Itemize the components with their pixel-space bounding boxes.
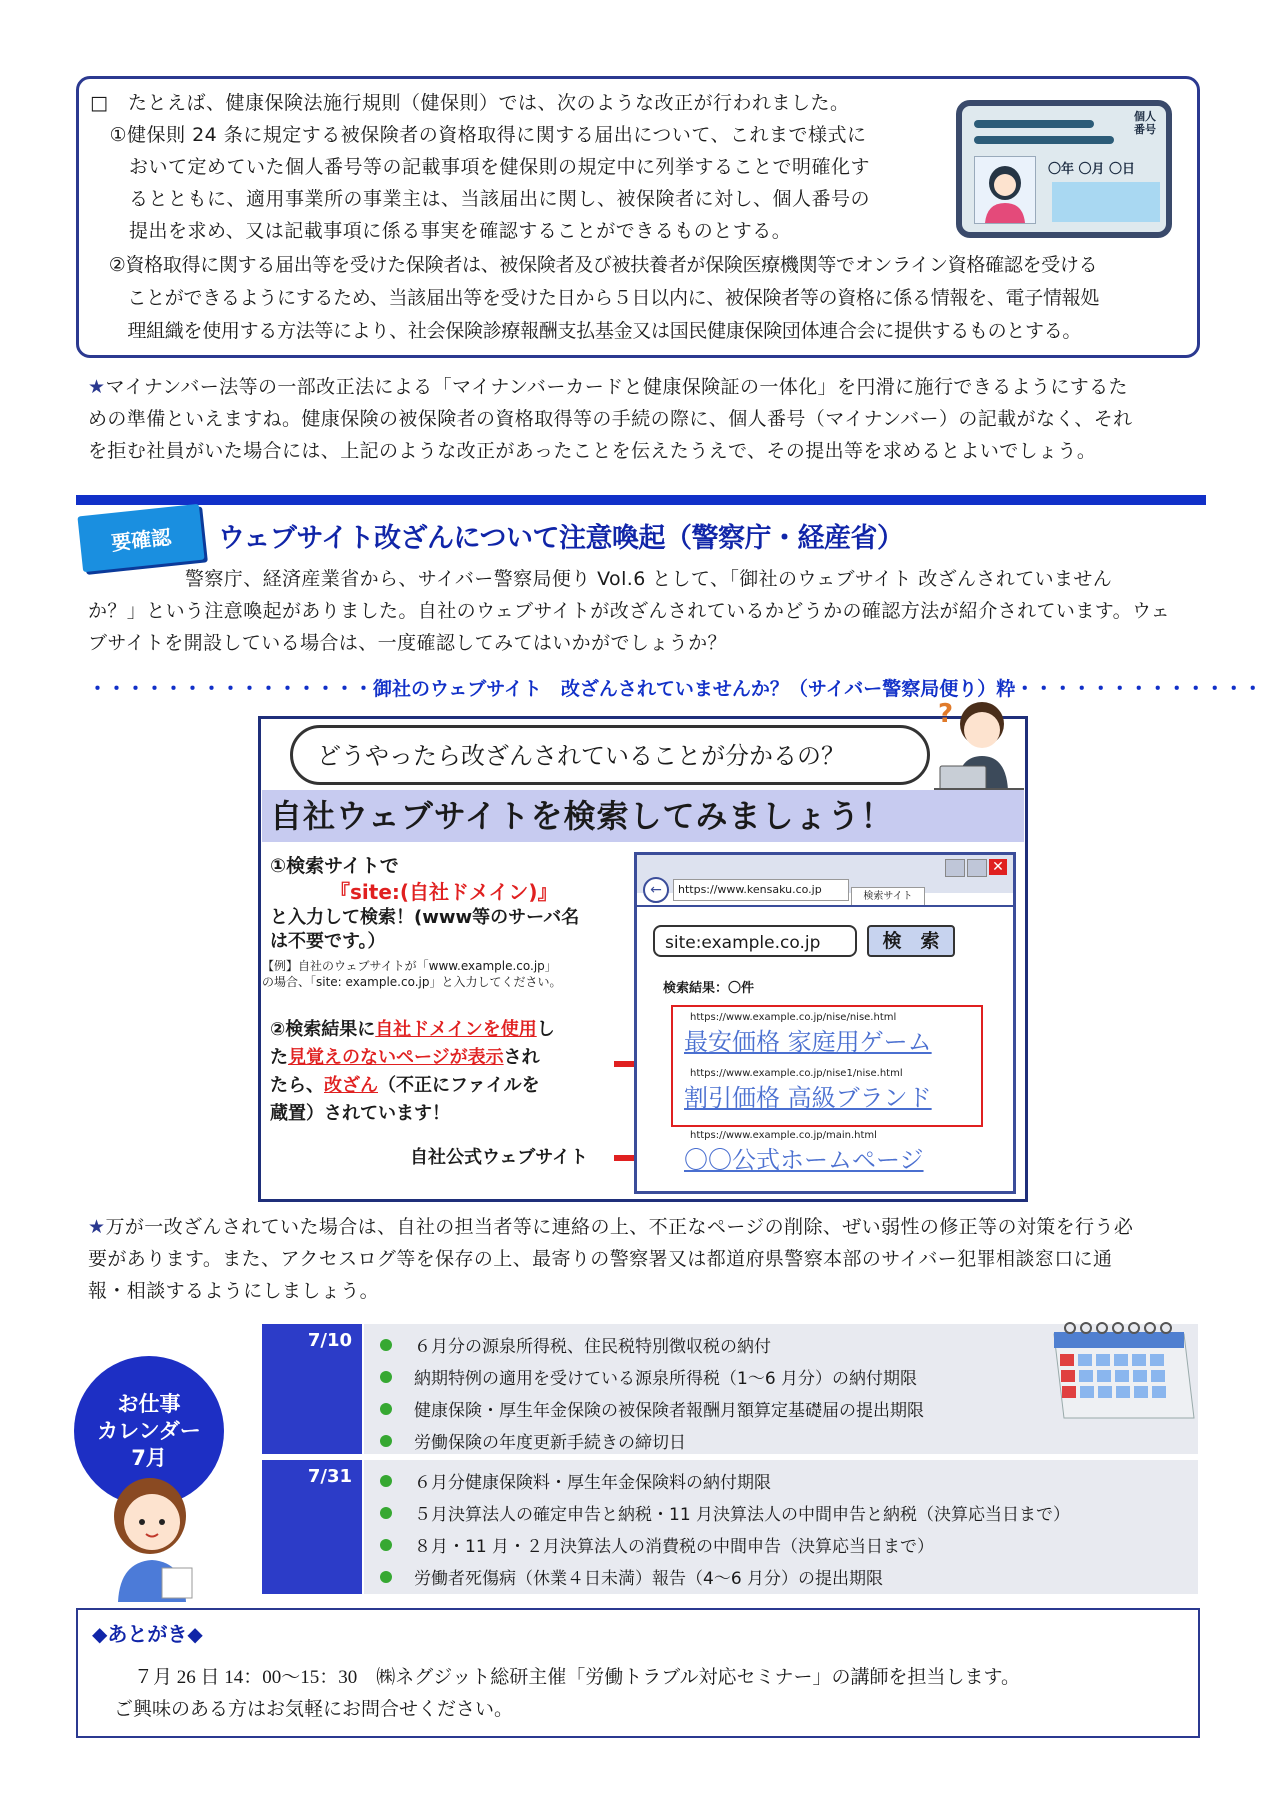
step2-text: し [536, 1019, 555, 1040]
calendar-item: 納期特例の適用を受けている源泉所得税（1～6 月分）の納付期限 [380, 1364, 917, 1389]
calendar-item: 労働保険の年度更新手続きの締切日 [380, 1428, 686, 1453]
bullet-icon [380, 1435, 392, 1447]
office-worker-illustration [104, 1476, 204, 1602]
step2-highlight: 改ざん [324, 1075, 378, 1096]
result-count: 検索結果：〇件 [663, 981, 755, 996]
amendment-line: □ たとえば、健康保険法施行規則（健保則）では、次のような改正が行われました。 [90, 92, 850, 114]
amendment-line: おいて定めていた個人番号等の記載事項を健保則の規定中に列挙することで明確化す [90, 156, 871, 178]
amendment-line: ①健保則 24 条に規定する被保険者の資格取得に関する届出について、これまで様式に [90, 124, 867, 146]
result-url: https://www.example.co.jp/main.html [690, 1130, 877, 1141]
step1-text: と入力して検索！(www等のサーバ名 [270, 907, 580, 928]
window-controls [945, 859, 1007, 877]
search-button[interactable]: 検 索 [867, 925, 955, 957]
bullet-icon [380, 1339, 392, 1351]
bullet-icon [380, 1539, 392, 1551]
calendar-date: 7/10 [262, 1324, 362, 1454]
step1-query: 『site:(自社ドメイン)』 [330, 880, 558, 904]
official-site-label: 自社公式ウェブサイト [410, 1147, 589, 1168]
calendar-item: 労働者死傷病（休業４日未満）報告（4～6 月分）の提出期限 [380, 1564, 883, 1589]
afterword-box [76, 1608, 1200, 1738]
worried-man-illustration [930, 694, 1026, 794]
badge-line: 7月 [131, 1445, 167, 1470]
section-divider [76, 495, 1206, 505]
question-bubble: どうやったら改ざんされていることが分かるの？ [290, 725, 930, 785]
step2-text: たら、 [270, 1075, 324, 1096]
step2-text: （不正にファイルを [378, 1075, 540, 1096]
bullet-icon [380, 1371, 392, 1383]
step1-heading: ①検索サイトで [270, 855, 399, 877]
afterword-title: ◆あとがき◆ [92, 1622, 203, 1646]
intro-line: か？」という注意喚起がありました。自社のウェブサイトが改ざんされているかどうかの確認方法が紹介されています。ウェ [88, 600, 1171, 622]
illustration-banner: 自社ウェブサイトを検索してみましょう！ [262, 790, 1024, 842]
note-paragraph-line: ★マイナンバー法等の一部改正法による「マイナンバーカードと健康保険証の一体化」を円滑に施行できるようにするた [88, 376, 1128, 398]
section-title: ウェブサイト改ざんについて注意喚起（警察庁・経産省） [218, 523, 904, 554]
search-result-link[interactable]: 割引価格 高級ブランド [684, 1084, 932, 1112]
card-label-top: 個人 [1134, 110, 1156, 123]
note-paragraph-line: を拒む社員がいた場合には、上記のような改正があったことを伝えたうえで、その提出等を求めるとよいでしょう。 [88, 440, 1097, 462]
amendment-line: ②資格取得に関する届出等を受けた保険者は、被保険者及び被扶養者が保険医療機関等でオンライン資格確認を受ける [90, 254, 1098, 276]
step2-text: 蔵置）されています！ [270, 1103, 450, 1124]
star-icon: ★ [88, 1216, 106, 1238]
intro-line: 警察庁、経済産業省から、サイバー警察局便り Vol.6 として、「御社のウェブサイト 改ざんされていません [88, 568, 1113, 590]
step2-text: た [270, 1047, 288, 1068]
afterword-text: ご興味のある方はお気軽にお問合せください。 [114, 1699, 514, 1720]
amendment-line: 理組織を使用する方法等により、社会保険診療報酬支払基金又は国民健康保険団体連合会に提供するものとする。 [90, 320, 1082, 342]
card-label-bottom: 番号 [1134, 123, 1156, 136]
badge-line: お仕事 [117, 1391, 181, 1416]
note-paragraph-line: 要があります。また、アクセスログ等を保存の上、最寄りの警察署又は都道府県警察本部のサイバー犯罪相談窓口に通 [88, 1248, 1113, 1270]
close-icon[interactable]: ✕ [989, 859, 1007, 875]
result-url: https://www.example.co.jp/nise1/nise.html [690, 1068, 903, 1079]
card-date: 〇年 〇月 〇日 [1048, 162, 1136, 177]
bullet-icon [380, 1403, 392, 1415]
intro-line: ブサイトを開設している場合は、一度確認してみてはいかがでしょうか？ [88, 632, 727, 654]
step1-text: は不要です。） [270, 931, 386, 952]
tab-search-site[interactable]: 検索サイト [851, 887, 925, 906]
calendar-icon [1048, 1318, 1196, 1426]
amendment-line: ことができるようにするため、当該届出等を受けた日から５日以内に、被保険者等の資格に係る情報を、電子情報処 [90, 287, 1100, 309]
must-check-tag: 要確認 [77, 504, 204, 572]
svg-text:?: ? [938, 699, 954, 729]
calendar-item: ６月分健康保険料・厚生年金保険料の納付期限 [380, 1468, 771, 1493]
my-number-card-illustration [956, 100, 1172, 238]
example-text: の場合、「site: example.co.jp」と入力してください。 [262, 975, 562, 989]
badge-line: カレンダー [97, 1418, 201, 1443]
note-paragraph-line: 報・相談するようにしましょう。 [88, 1280, 380, 1302]
search-input[interactable]: site:example.co.jp [653, 925, 857, 957]
note-paragraph-line: ★万が一改ざんされていた場合は、自社の担当者等に連絡の上、不正なページの削除、ぜい弱性の修正等の対策を行う必 [88, 1216, 1134, 1238]
bullet-icon [380, 1571, 392, 1583]
amendment-line: るとともに、適用事業所の事業主は、当該届出に関し、被保険者に対し、個人番号の [90, 188, 871, 210]
result-url: https://www.example.co.jp/nise/nise.html [690, 1012, 897, 1023]
step2-highlight: 見覚えのないページが表示 [288, 1047, 504, 1068]
star-icon: ★ [88, 376, 106, 398]
excerpt-heading: ・・・・・・・・・・・・・・・御社のウェブサイト 改ざんされていませんか？（サイバー警察局便り）粋・・・・・・・・・・・・・ [88, 678, 1263, 700]
back-arrow-icon[interactable]: ← [643, 877, 669, 903]
step2-text: され [503, 1047, 540, 1068]
amendment-line: 提出を求め、又は記載事項に係る事実を確認することができるものとする。 [90, 220, 792, 242]
note-paragraph-line: めの準備といえますね。健康保険の被保険者の資格取得等の手続の際に、個人番号（マイナンバー）の記載がなく、それ [88, 408, 1133, 430]
afterword-text: ７月 26 日 14：00～15：30 ㈱ネグジット総研主催「労働トラブル対応セミナー」の講師を担当します。 [134, 1667, 1020, 1688]
search-result-link[interactable]: 最安価格 家庭用ゲーム [684, 1028, 932, 1056]
address-bar[interactable]: https://www.kensaku.co.jp [673, 879, 849, 901]
calendar-date: 7/31 [262, 1460, 362, 1594]
example-text: 【例】自社のウェブサイトが「www.example.co.jp」 [262, 959, 557, 973]
calendar-item: ８月・11 月・２月決算法人の消費税の中間申告（決算応当日まで） [380, 1532, 934, 1557]
calendar-item: 健康保険・厚生年金保険の被保険者報酬月額算定基礎届の提出期限 [380, 1396, 924, 1421]
bullet-icon [380, 1475, 392, 1487]
bullet-icon [380, 1507, 392, 1519]
search-result-link[interactable]: 〇〇公式ホームページ [684, 1146, 924, 1174]
person-avatar [974, 156, 1036, 224]
step2-text: ②検索結果に [270, 1019, 376, 1040]
calendar-item: ５月決算法人の確定申告と納税・11 月決算法人の中間申告と納税（決算応当日まで） [380, 1500, 1070, 1525]
step2-highlight: 自社ドメインを使用 [375, 1019, 537, 1040]
calendar-item: ６月分の源泉所得税、住民税特別徴収税の納付 [380, 1332, 771, 1357]
